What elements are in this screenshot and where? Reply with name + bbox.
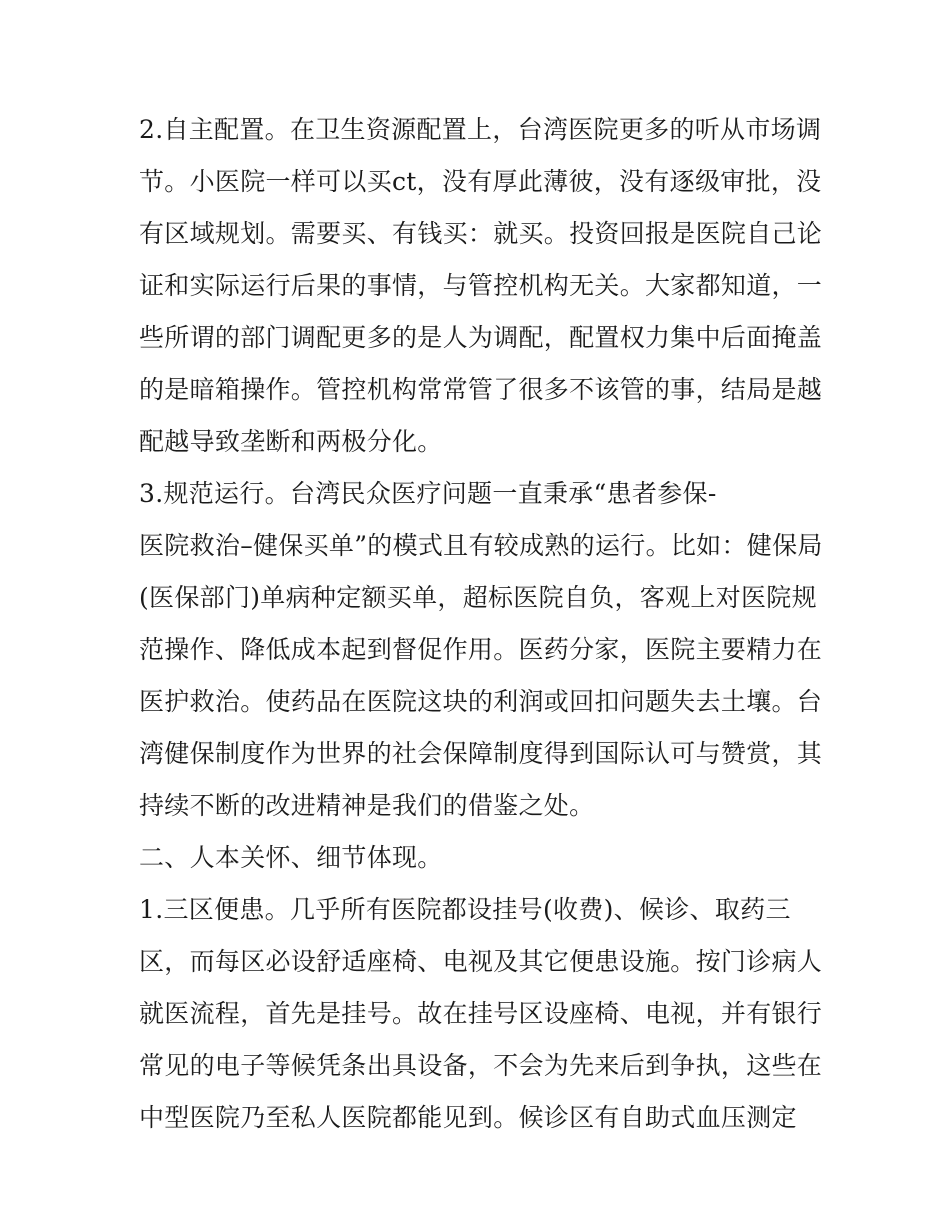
text-line: 3.规范运行。台湾民众医疗问题一直秉承“患者参保- <box>139 479 717 508</box>
text-line: 2.自主配置。在卫生资源配置上，台湾医院更多的听从市场调 <box>139 115 822 144</box>
text-line: 些所谓的部门调配更多的是人为调配，配置权力集中后面掩盖 <box>139 323 823 352</box>
text-line: 湾健保制度作为世界的社会保障制度得到国际认可与赞赏，其 <box>139 739 823 768</box>
text-line: 常见的电子等候凭条出具设备，不会为先来后到争执，这些在 <box>139 1051 823 1080</box>
text-line: 就医流程，首先是挂号。故在挂号区设座椅、电视，并有银行 <box>139 999 823 1028</box>
text-line: (医保部门)单病种定额买单，超标医院自负，客观上对医院规 <box>139 583 817 612</box>
text-line: 区，而每区必设舒适座椅、电视及其它便患设施。按门诊病人 <box>139 947 823 976</box>
text-line: 中型医院乃至私人医院都能见到。候诊区有自助式血压测定 <box>139 1103 797 1132</box>
text-line: 范操作、降低成本起到督促作用。医药分家，医院主要精力在 <box>139 635 823 664</box>
text-line: 有区域规划。需要买、有钱买：就买。投资回报是医院自己论 <box>139 219 823 248</box>
text-line: 配越导致垄断和两极分化。 <box>139 427 443 456</box>
text-line: 医护救治。使药品在医院这块的利润或回扣问题失去土壤。台 <box>139 687 823 716</box>
text-line: 节。小医院一样可以买ct，没有厚此薄彼，没有逐级审批，没 <box>139 167 822 196</box>
text-line: 医院救治–健保买单”的模式且有较成熟的运行。比如：健保局 <box>139 531 823 560</box>
text-line: 1.三区便患。几乎所有医院都设挂号(收费)、候诊、取药三 <box>139 895 791 924</box>
text-line: 证和实际运行后果的事情，与管控机构无关。大家都知道，一 <box>139 271 823 300</box>
text-line: 的是暗箱操作。管控机构常常管了很多不该管的事，结局是越 <box>139 375 823 404</box>
section-heading: 二、人本关怀、细节体现。 <box>139 843 443 872</box>
text-line: 持续不断的改进精神是我们的借鉴之处。 <box>139 791 595 820</box>
